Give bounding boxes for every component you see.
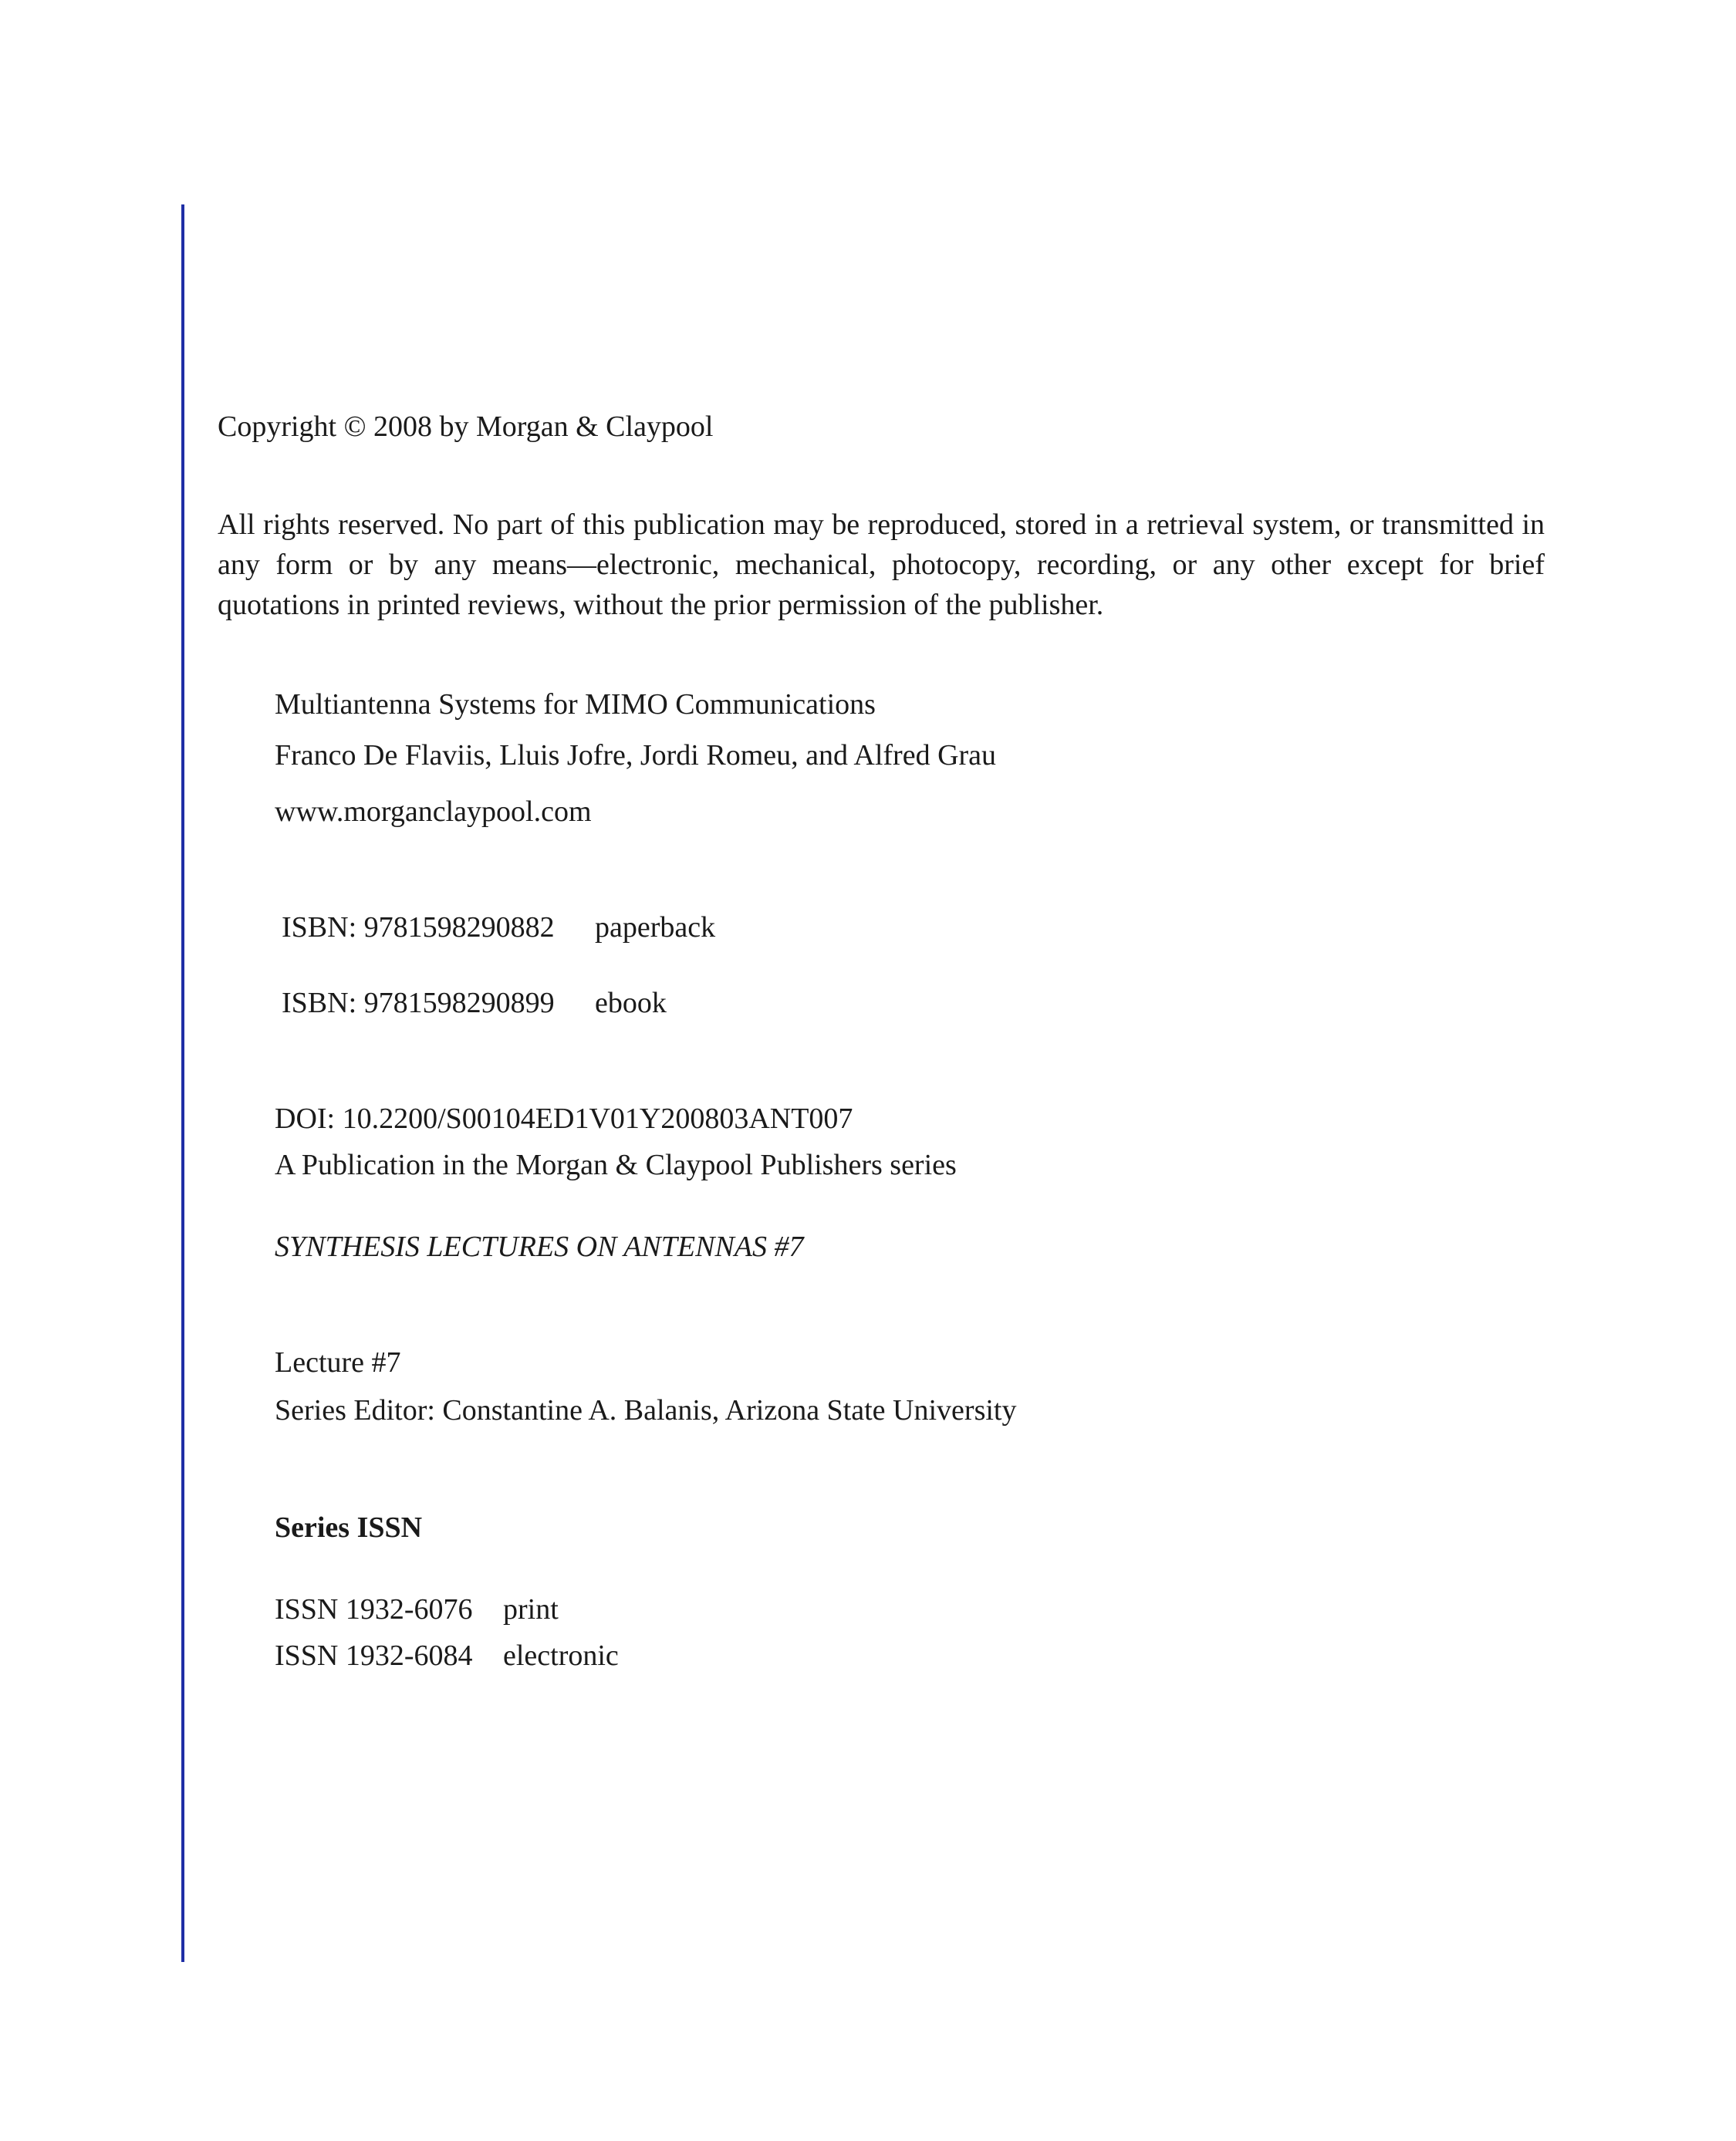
isbn-number: ISBN: 9781598290899 — [282, 987, 555, 1019]
isbn-row-ebook — [282, 983, 667, 1023]
lecture-number: Lecture #7 — [275, 1346, 401, 1379]
isbn-format: paperback — [595, 911, 716, 944]
book-title: Multiantenna Systems for MIMO Communications — [275, 688, 876, 721]
series-name: SYNTHESIS LECTURES ON ANTENNAS #7 — [275, 1231, 804, 1263]
doi: DOI: 10.2200/S00104ED1V01Y200803ANT007 — [275, 1103, 853, 1135]
issn-row-print — [275, 1589, 559, 1629]
isbn-number: ISBN: 9781598290882 — [282, 911, 555, 944]
series-issn-heading: Series ISSN — [275, 1511, 423, 1544]
issn-format: electronic — [503, 1640, 619, 1672]
publisher-website[interactable]: www.morganclaypool.com — [275, 795, 592, 828]
issn-number: ISSN 1932-6076 — [275, 1593, 473, 1626]
isbn-row-paperback — [282, 907, 715, 947]
series-editor: Series Editor: Constantine A. Balanis, Arizona State University — [275, 1394, 1017, 1427]
book-authors: Franco De Flaviis, Lluis Jofre, Jordi Romeu, and Alfred Grau — [275, 739, 997, 772]
issn-row-electronic — [275, 1636, 619, 1676]
left-vertical-rule — [181, 204, 184, 1962]
copyright-line: Copyright © 2008 by Morgan & Claypool — [218, 410, 714, 443]
publication-note: A Publication in the Morgan & Claypool Publishers series — [275, 1149, 957, 1181]
isbn-format: ebook — [595, 987, 667, 1019]
issn-format: print — [503, 1593, 559, 1626]
rights-paragraph: All rights reserved. No part of this publication may be reproduced, stored in a retrieval system, or transmitted in any form or by any means—electronic, mechanical, photocopy, recording, or any other except for brief quotations in printed reviews, without the prior permission of the publisher. — [218, 508, 1545, 621]
issn-number: ISSN 1932-6084 — [275, 1640, 473, 1672]
